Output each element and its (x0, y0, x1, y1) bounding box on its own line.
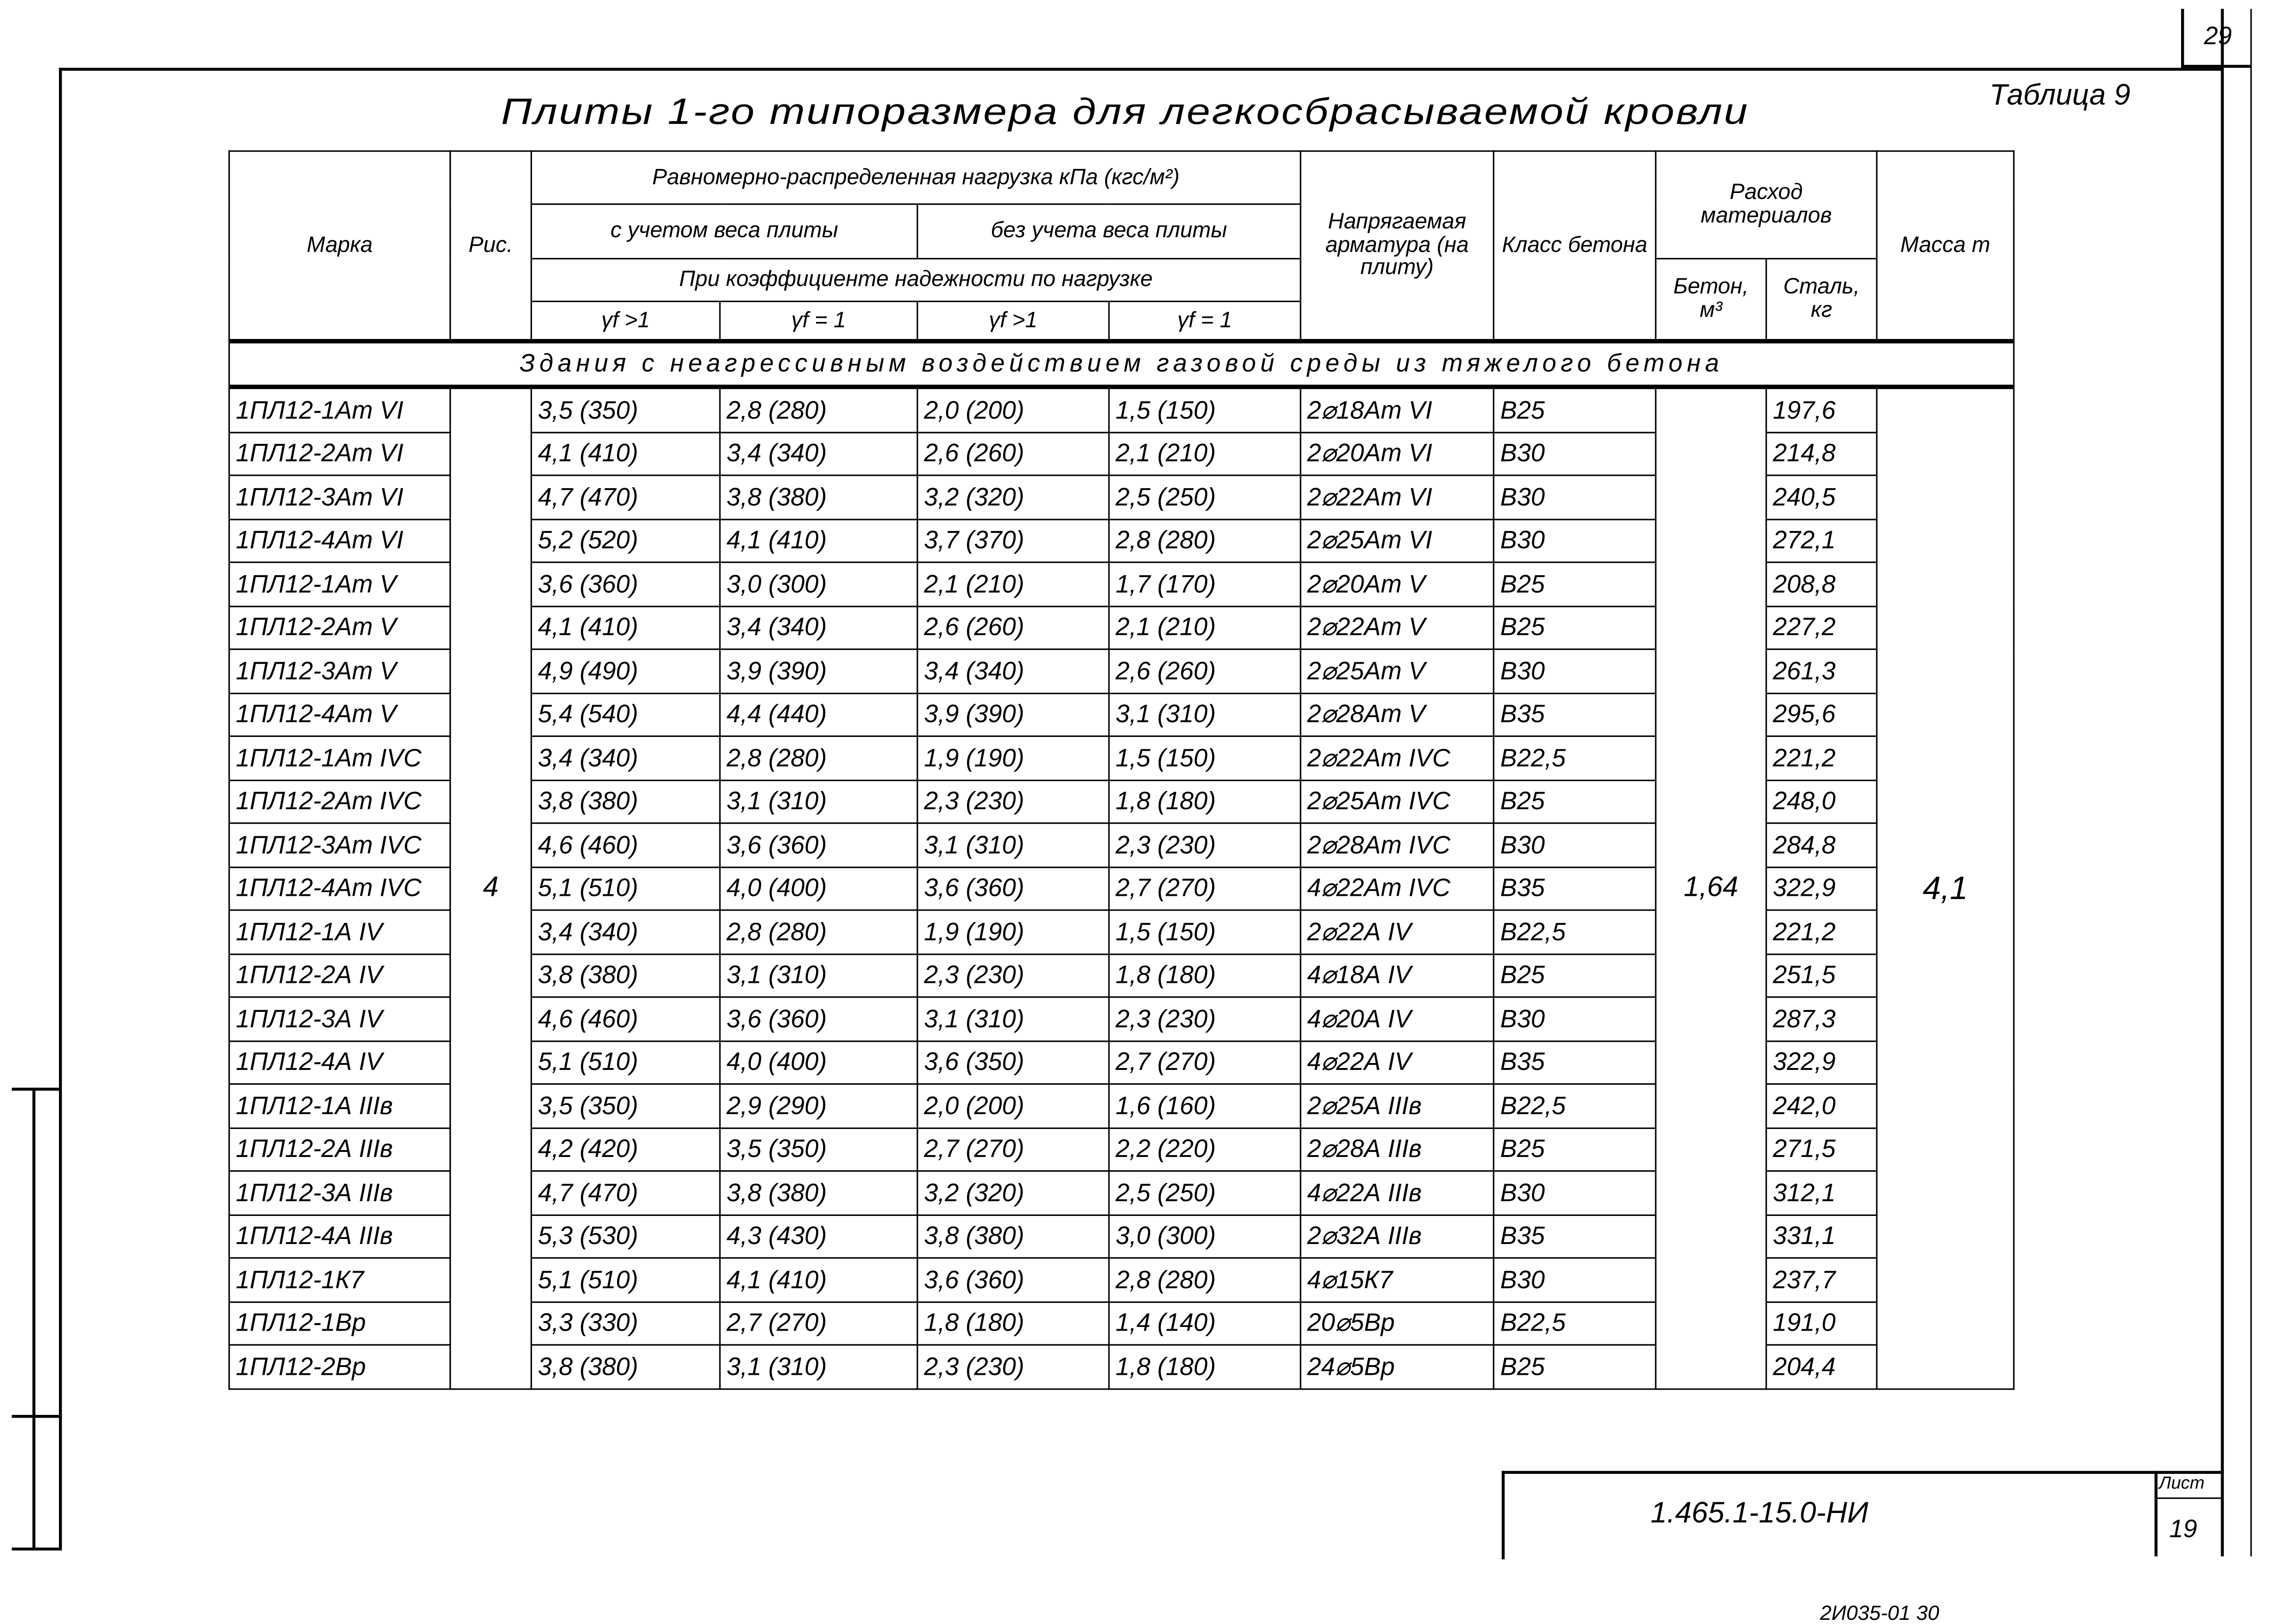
cell-marka: 1ПЛ12-2Ат V (229, 606, 450, 649)
header-ris: Рис. (450, 151, 531, 341)
cell-load-without-gf-gt1: 2,7 (270) (917, 1127, 1109, 1171)
cell-armature: 4⌀20А IV (1301, 997, 1494, 1040)
cell-concrete-class: В22,5 (1494, 910, 1656, 953)
cell-load-with-gf-gt1: 4,7 (470) (531, 475, 720, 519)
cell-concrete-class: В30 (1494, 475, 1656, 519)
cell-load-without-gf-gt1: 3,8 (380) (917, 1215, 1109, 1258)
cell-mass-merged: 4,1 (1877, 387, 2014, 1388)
cell-steel-kg: 197,6 (1766, 387, 1877, 432)
cell-load-with-gf-eq1: 3,8 (380) (720, 475, 917, 519)
cell-marka: 1ПЛ12-2А IV (229, 953, 450, 997)
cell-load-with-gf-gt1: 3,8 (380) (531, 780, 720, 823)
cell-load-without-gf-eq1: 2,8 (280) (1109, 1258, 1301, 1301)
cell-armature: 4⌀18А IV (1301, 953, 1494, 997)
cell-load-without-gf-gt1: 3,7 (370) (917, 519, 1109, 562)
cell-armature: 4⌀22А IIIв (1301, 1171, 1494, 1214)
cell-steel-kg: 208,8 (1766, 562, 1877, 606)
cell-load-without-gf-eq1: 1,5 (150) (1109, 736, 1301, 779)
cell-load-with-gf-eq1: 4,1 (410) (720, 1258, 917, 1301)
cell-marka: 1ПЛ12-4Ат V (229, 693, 450, 736)
cell-concrete-class: В25 (1494, 1345, 1656, 1388)
header-without-weight: без учета веса плиты (917, 204, 1301, 258)
cell-load-with-gf-eq1: 3,1 (310) (720, 953, 917, 997)
cell-load-without-gf-eq1: 1,8 (180) (1109, 1345, 1301, 1388)
table-label: Таблица 9 (1989, 79, 2130, 112)
cell-armature: 2⌀22Ат VI (1301, 475, 1494, 519)
cell-load-with-gf-gt1: 4,6 (460) (531, 823, 720, 866)
sheet-box-divider (2154, 1497, 2221, 1499)
cell-armature: 4⌀15К7 (1301, 1258, 1494, 1301)
cell-load-with-gf-gt1: 4,7 (470) (531, 1171, 720, 1214)
cell-load-without-gf-eq1: 3,0 (300) (1109, 1215, 1301, 1258)
cell-marka: 1ПЛ12-1Ат V (229, 562, 450, 606)
cell-load-without-gf-eq1: 1,8 (180) (1109, 780, 1301, 823)
cell-load-with-gf-gt1: 4,1 (410) (531, 432, 720, 475)
cell-load-without-gf-eq1: 2,6 (260) (1109, 649, 1301, 693)
binding-stamp-line (32, 1088, 35, 1548)
cell-load-without-gf-gt1: 3,6 (360) (917, 867, 1109, 910)
cell-steel-kg: 242,0 (1766, 1084, 1877, 1127)
cell-marka: 1ПЛ12-1Ат VI (229, 387, 450, 432)
cell-marka: 1ПЛ12-4Ат VI (229, 519, 450, 562)
header-gf-eq1-without: γf = 1 (1109, 301, 1301, 341)
cell-load-without-gf-gt1: 3,1 (310) (917, 823, 1109, 866)
cell-load-with-gf-eq1: 3,6 (360) (720, 823, 917, 866)
cell-load-without-gf-eq1: 3,1 (310) (1109, 693, 1301, 736)
cell-load-with-gf-gt1: 3,4 (340) (531, 910, 720, 953)
cell-load-with-gf-eq1: 3,8 (380) (720, 1171, 917, 1214)
cell-load-with-gf-gt1: 5,4 (540) (531, 693, 720, 736)
cell-load-with-gf-eq1: 3,0 (300) (720, 562, 917, 606)
cell-steel-kg: 221,2 (1766, 910, 1877, 953)
cell-load-with-gf-gt1: 3,3 (330) (531, 1302, 720, 1345)
cell-load-with-gf-eq1: 3,1 (310) (720, 1345, 917, 1388)
sheet-edge-line (2250, 9, 2252, 1556)
cell-armature: 24⌀5Вр (1301, 1345, 1494, 1388)
cell-concrete-class: В25 (1494, 1127, 1656, 1171)
cell-load-with-gf-eq1: 3,1 (310) (720, 780, 917, 823)
cell-marka: 1ПЛ12-3Ат V (229, 649, 450, 693)
cell-steel-kg: 227,2 (1766, 606, 1877, 649)
cell-concrete-class: В25 (1494, 387, 1656, 432)
cell-concrete-class: В22,5 (1494, 1302, 1656, 1345)
cell-load-with-gf-gt1: 3,8 (380) (531, 953, 720, 997)
cell-load-without-gf-eq1: 1,5 (150) (1109, 387, 1301, 432)
cell-load-without-gf-eq1: 1,5 (150) (1109, 910, 1301, 953)
cell-concrete-class: В35 (1494, 1040, 1656, 1084)
cell-load-with-gf-gt1: 3,6 (360) (531, 562, 720, 606)
cell-armature: 2⌀22Ат IVС (1301, 736, 1494, 779)
cell-steel-kg: 214,8 (1766, 432, 1877, 475)
header-coefficient: При коэффициенте надежности по нагрузке (531, 259, 1301, 302)
cell-load-without-gf-gt1: 3,9 (390) (917, 693, 1109, 736)
cell-load-without-gf-gt1: 3,6 (360) (917, 1258, 1109, 1301)
header-marka: Марка (229, 151, 450, 341)
cell-marka: 1ПЛ12-2А IIIв (229, 1127, 450, 1171)
frame-border-top (59, 68, 2223, 70)
cell-concrete-class: В30 (1494, 432, 1656, 475)
cell-marka: 1ПЛ12-1Ат IVС (229, 736, 450, 779)
header-concrete-m3: Бетон, м³ (1656, 259, 1766, 341)
header-armature: Напрягаемая арматура (на плиту) (1301, 151, 1494, 341)
cell-marka: 1ПЛ12-2Ат IVС (229, 780, 450, 823)
header-gf-gt1-without: γf >1 (917, 301, 1109, 341)
cell-concrete-class: В30 (1494, 1258, 1656, 1301)
header-gf-gt1-with: γf >1 (531, 301, 720, 341)
cell-steel-kg: 271,5 (1766, 1127, 1877, 1171)
cell-ris-merged: 4 (450, 387, 531, 1388)
cell-marka: 1ПЛ12-1К7 (229, 1258, 450, 1301)
cell-armature: 2⌀25А IIIв (1301, 1084, 1494, 1127)
cell-marka: 1ПЛ12-1А IV (229, 910, 450, 953)
cell-load-without-gf-eq1: 1,6 (160) (1109, 1084, 1301, 1127)
cell-load-without-gf-gt1: 1,8 (180) (917, 1302, 1109, 1345)
cell-armature: 2⌀20Ат V (1301, 562, 1494, 606)
cell-concrete-class: В25 (1494, 953, 1656, 997)
cell-load-with-gf-eq1: 4,0 (400) (720, 1040, 917, 1084)
cell-steel-kg: 331,1 (1766, 1215, 1877, 1258)
cell-armature: 2⌀25Ат IVС (1301, 780, 1494, 823)
cell-concrete-class: В25 (1494, 780, 1656, 823)
cell-load-with-gf-gt1: 3,4 (340) (531, 736, 720, 779)
cell-load-without-gf-gt1: 3,1 (310) (917, 997, 1109, 1040)
header-load: Равномерно-распределенная нагрузка кПа (кгс/м²) (531, 151, 1301, 204)
cell-concrete-class: В25 (1494, 562, 1656, 606)
cell-armature: 4⌀22А IV (1301, 1040, 1494, 1084)
cell-armature: 2⌀28А IIIв (1301, 1127, 1494, 1171)
cell-load-with-gf-eq1: 4,0 (400) (720, 867, 917, 910)
cell-steel-kg: 248,0 (1766, 780, 1877, 823)
cell-load-with-gf-eq1: 4,4 (440) (720, 693, 917, 736)
cell-load-with-gf-gt1: 5,3 (530) (531, 1215, 720, 1258)
cell-marka: 1ПЛ12-3А IV (229, 997, 450, 1040)
bottom-cut-text: 2И035-01 30 (1820, 1601, 1939, 1624)
cell-armature: 2⌀20Ат VI (1301, 432, 1494, 475)
cell-load-with-gf-gt1: 5,1 (510) (531, 867, 720, 910)
frame-border-right (2221, 9, 2223, 1556)
header-concrete-class: Класс бетона (1494, 151, 1656, 341)
cell-steel-kg: 191,0 (1766, 1302, 1877, 1345)
cell-steel-kg: 295,6 (1766, 693, 1877, 736)
cell-load-with-gf-eq1: 2,9 (290) (720, 1084, 917, 1127)
cell-load-with-gf-gt1: 3,5 (350) (531, 1084, 720, 1127)
cell-concrete-m3-merged: 1,64 (1656, 387, 1766, 1388)
cell-marka: 1ПЛ12-1А IIIв (229, 1084, 450, 1127)
cell-load-with-gf-eq1: 3,6 (360) (720, 997, 917, 1040)
cell-marka: 1ПЛ12-3Ат IVС (229, 823, 450, 866)
header-mass: Масса т (1877, 151, 2014, 341)
cell-load-without-gf-gt1: 3,4 (340) (917, 649, 1109, 693)
cell-load-without-gf-eq1: 2,2 (220) (1109, 1127, 1301, 1171)
cell-steel-kg: 204,4 (1766, 1345, 1877, 1388)
cell-steel-kg: 312,1 (1766, 1171, 1877, 1214)
cell-concrete-class: В30 (1494, 649, 1656, 693)
cell-armature: 4⌀22Ат IVС (1301, 867, 1494, 910)
table-title: Плиты 1-го типоразмера для легкосбрасываемой кровли (501, 91, 1750, 133)
cell-armature: 2⌀28Ат IVС (1301, 823, 1494, 866)
cell-load-with-gf-eq1: 2,7 (270) (720, 1302, 917, 1345)
cell-concrete-class: В30 (1494, 1171, 1656, 1214)
cell-steel-kg: 251,5 (1766, 953, 1877, 997)
cell-steel-kg: 322,9 (1766, 1040, 1877, 1084)
cell-concrete-class: В35 (1494, 867, 1656, 910)
cell-load-with-gf-eq1: 3,4 (340) (720, 432, 917, 475)
table-row (229, 387, 2014, 432)
cell-load-without-gf-gt1: 3,2 (320) (917, 475, 1109, 519)
cell-concrete-class: В30 (1494, 997, 1656, 1040)
cell-steel-kg: 284,8 (1766, 823, 1877, 866)
cell-load-with-gf-gt1: 5,1 (510) (531, 1040, 720, 1084)
sheet-label: Лист (2159, 1472, 2205, 1493)
cell-load-with-gf-gt1: 4,1 (410) (531, 606, 720, 649)
cell-load-with-gf-eq1: 2,8 (280) (720, 387, 917, 432)
cell-load-without-gf-eq1: 2,1 (210) (1109, 606, 1301, 649)
cell-armature: 2⌀32А IIIв (1301, 1215, 1494, 1258)
cell-load-with-gf-gt1: 3,5 (350) (531, 387, 720, 432)
cell-load-without-gf-eq1: 2,8 (280) (1109, 519, 1301, 562)
cell-load-without-gf-gt1: 2,6 (260) (917, 432, 1109, 475)
cell-load-with-gf-gt1: 4,9 (490) (531, 649, 720, 693)
cell-load-without-gf-gt1: 2,1 (210) (917, 562, 1109, 606)
frame-border-left (59, 68, 62, 1550)
header-gf-eq1-with: γf = 1 (720, 301, 917, 341)
cell-load-with-gf-eq1: 4,1 (410) (720, 519, 917, 562)
cell-load-without-gf-eq1: 1,4 (140) (1109, 1302, 1301, 1345)
cell-armature: 2⌀25Ат VI (1301, 519, 1494, 562)
section-heading: Здания с неагрессивным воздействием газовой среды из тяжелого бетона (229, 341, 2014, 387)
cell-concrete-class: В35 (1494, 693, 1656, 736)
cell-load-with-gf-gt1: 4,2 (420) (531, 1127, 720, 1171)
cell-load-without-gf-gt1: 3,6 (350) (917, 1040, 1109, 1084)
cell-steel-kg: 221,2 (1766, 736, 1877, 779)
cell-load-with-gf-gt1: 4,6 (460) (531, 997, 720, 1040)
cell-load-without-gf-gt1: 2,3 (230) (917, 780, 1109, 823)
cell-load-with-gf-gt1: 5,1 (510) (531, 1258, 720, 1301)
cell-steel-kg: 272,1 (1766, 519, 1877, 562)
cell-load-without-gf-gt1: 3,2 (320) (917, 1171, 1109, 1214)
cell-marka: 1ПЛ12-4А IIIв (229, 1215, 450, 1258)
cell-load-without-gf-eq1: 1,7 (170) (1109, 562, 1301, 606)
cell-load-without-gf-eq1: 2,7 (270) (1109, 1040, 1301, 1084)
cell-marka: 1ПЛ12-3А IIIв (229, 1171, 450, 1214)
cell-steel-kg: 287,3 (1766, 997, 1877, 1040)
cell-load-with-gf-eq1: 3,9 (390) (720, 649, 917, 693)
cell-concrete-class: В30 (1494, 823, 1656, 866)
page-number: 29 (2181, 9, 2252, 68)
cell-load-without-gf-gt1: 1,9 (190) (917, 736, 1109, 779)
sheet-number: 19 (2169, 1515, 2197, 1543)
header-with-weight: с учетом веса плиты (531, 204, 917, 258)
cell-steel-kg: 261,3 (1766, 649, 1877, 693)
cell-load-without-gf-eq1: 2,5 (250) (1109, 475, 1301, 519)
cell-load-with-gf-gt1: 5,2 (520) (531, 519, 720, 562)
cell-armature: 2⌀28Ат V (1301, 693, 1494, 736)
cell-armature: 2⌀18Ат VI (1301, 387, 1494, 432)
header-steel-kg: Сталь, кг (1766, 259, 1877, 341)
cell-load-with-gf-eq1: 2,8 (280) (720, 736, 917, 779)
cell-load-without-gf-eq1: 2,7 (270) (1109, 867, 1301, 910)
cell-load-with-gf-eq1: 3,5 (350) (720, 1127, 917, 1171)
cell-load-without-gf-eq1: 1,8 (180) (1109, 953, 1301, 997)
cell-marka: 1ПЛ12-1Вр (229, 1302, 450, 1345)
cell-steel-kg: 237,7 (1766, 1258, 1877, 1301)
cell-load-without-gf-gt1: 2,6 (260) (917, 606, 1109, 649)
cell-concrete-class: В35 (1494, 1215, 1656, 1258)
cell-concrete-class: В30 (1494, 519, 1656, 562)
cell-load-with-gf-eq1: 3,4 (340) (720, 606, 917, 649)
cell-steel-kg: 240,5 (1766, 475, 1877, 519)
cell-concrete-class: В22,5 (1494, 736, 1656, 779)
cell-load-without-gf-gt1: 2,3 (230) (917, 953, 1109, 997)
slab-table (228, 150, 2014, 1389)
header-consumption: Расход материалов (1656, 151, 1877, 259)
cell-marka: 1ПЛ12-2Вр (229, 1345, 450, 1388)
cell-load-without-gf-eq1: 2,3 (230) (1109, 997, 1301, 1040)
cell-marka: 1ПЛ12-4А IV (229, 1040, 450, 1084)
cell-load-without-gf-gt1: 2,0 (200) (917, 387, 1109, 432)
cell-load-without-gf-gt1: 2,3 (230) (917, 1345, 1109, 1388)
document-code: 1.465.1-15.0-НИ (1651, 1497, 1868, 1530)
cell-armature: 2⌀22А IV (1301, 910, 1494, 953)
cell-armature: 20⌀5Вр (1301, 1302, 1494, 1345)
cell-concrete-class: В22,5 (1494, 1084, 1656, 1127)
cell-steel-kg: 322,9 (1766, 867, 1877, 910)
cell-load-with-gf-eq1: 2,8 (280) (720, 910, 917, 953)
cell-load-without-gf-eq1: 2,1 (210) (1109, 432, 1301, 475)
cell-load-without-gf-eq1: 2,3 (230) (1109, 823, 1301, 866)
cell-load-without-gf-eq1: 2,5 (250) (1109, 1171, 1301, 1214)
cell-marka: 1ПЛ12-4Ат IVС (229, 867, 450, 910)
cell-load-without-gf-gt1: 2,0 (200) (917, 1084, 1109, 1127)
cell-marka: 1ПЛ12-2Ат VI (229, 432, 450, 475)
cell-concrete-class: В25 (1494, 606, 1656, 649)
cell-load-without-gf-gt1: 1,9 (190) (917, 910, 1109, 953)
cell-load-with-gf-eq1: 4,3 (430) (720, 1215, 917, 1258)
cell-armature: 2⌀22Ат V (1301, 606, 1494, 649)
cell-marka: 1ПЛ12-3Ат VI (229, 475, 450, 519)
cell-armature: 2⌀25Ат V (1301, 649, 1494, 693)
cell-load-with-gf-gt1: 3,8 (380) (531, 1345, 720, 1388)
table-body (229, 387, 2014, 1388)
